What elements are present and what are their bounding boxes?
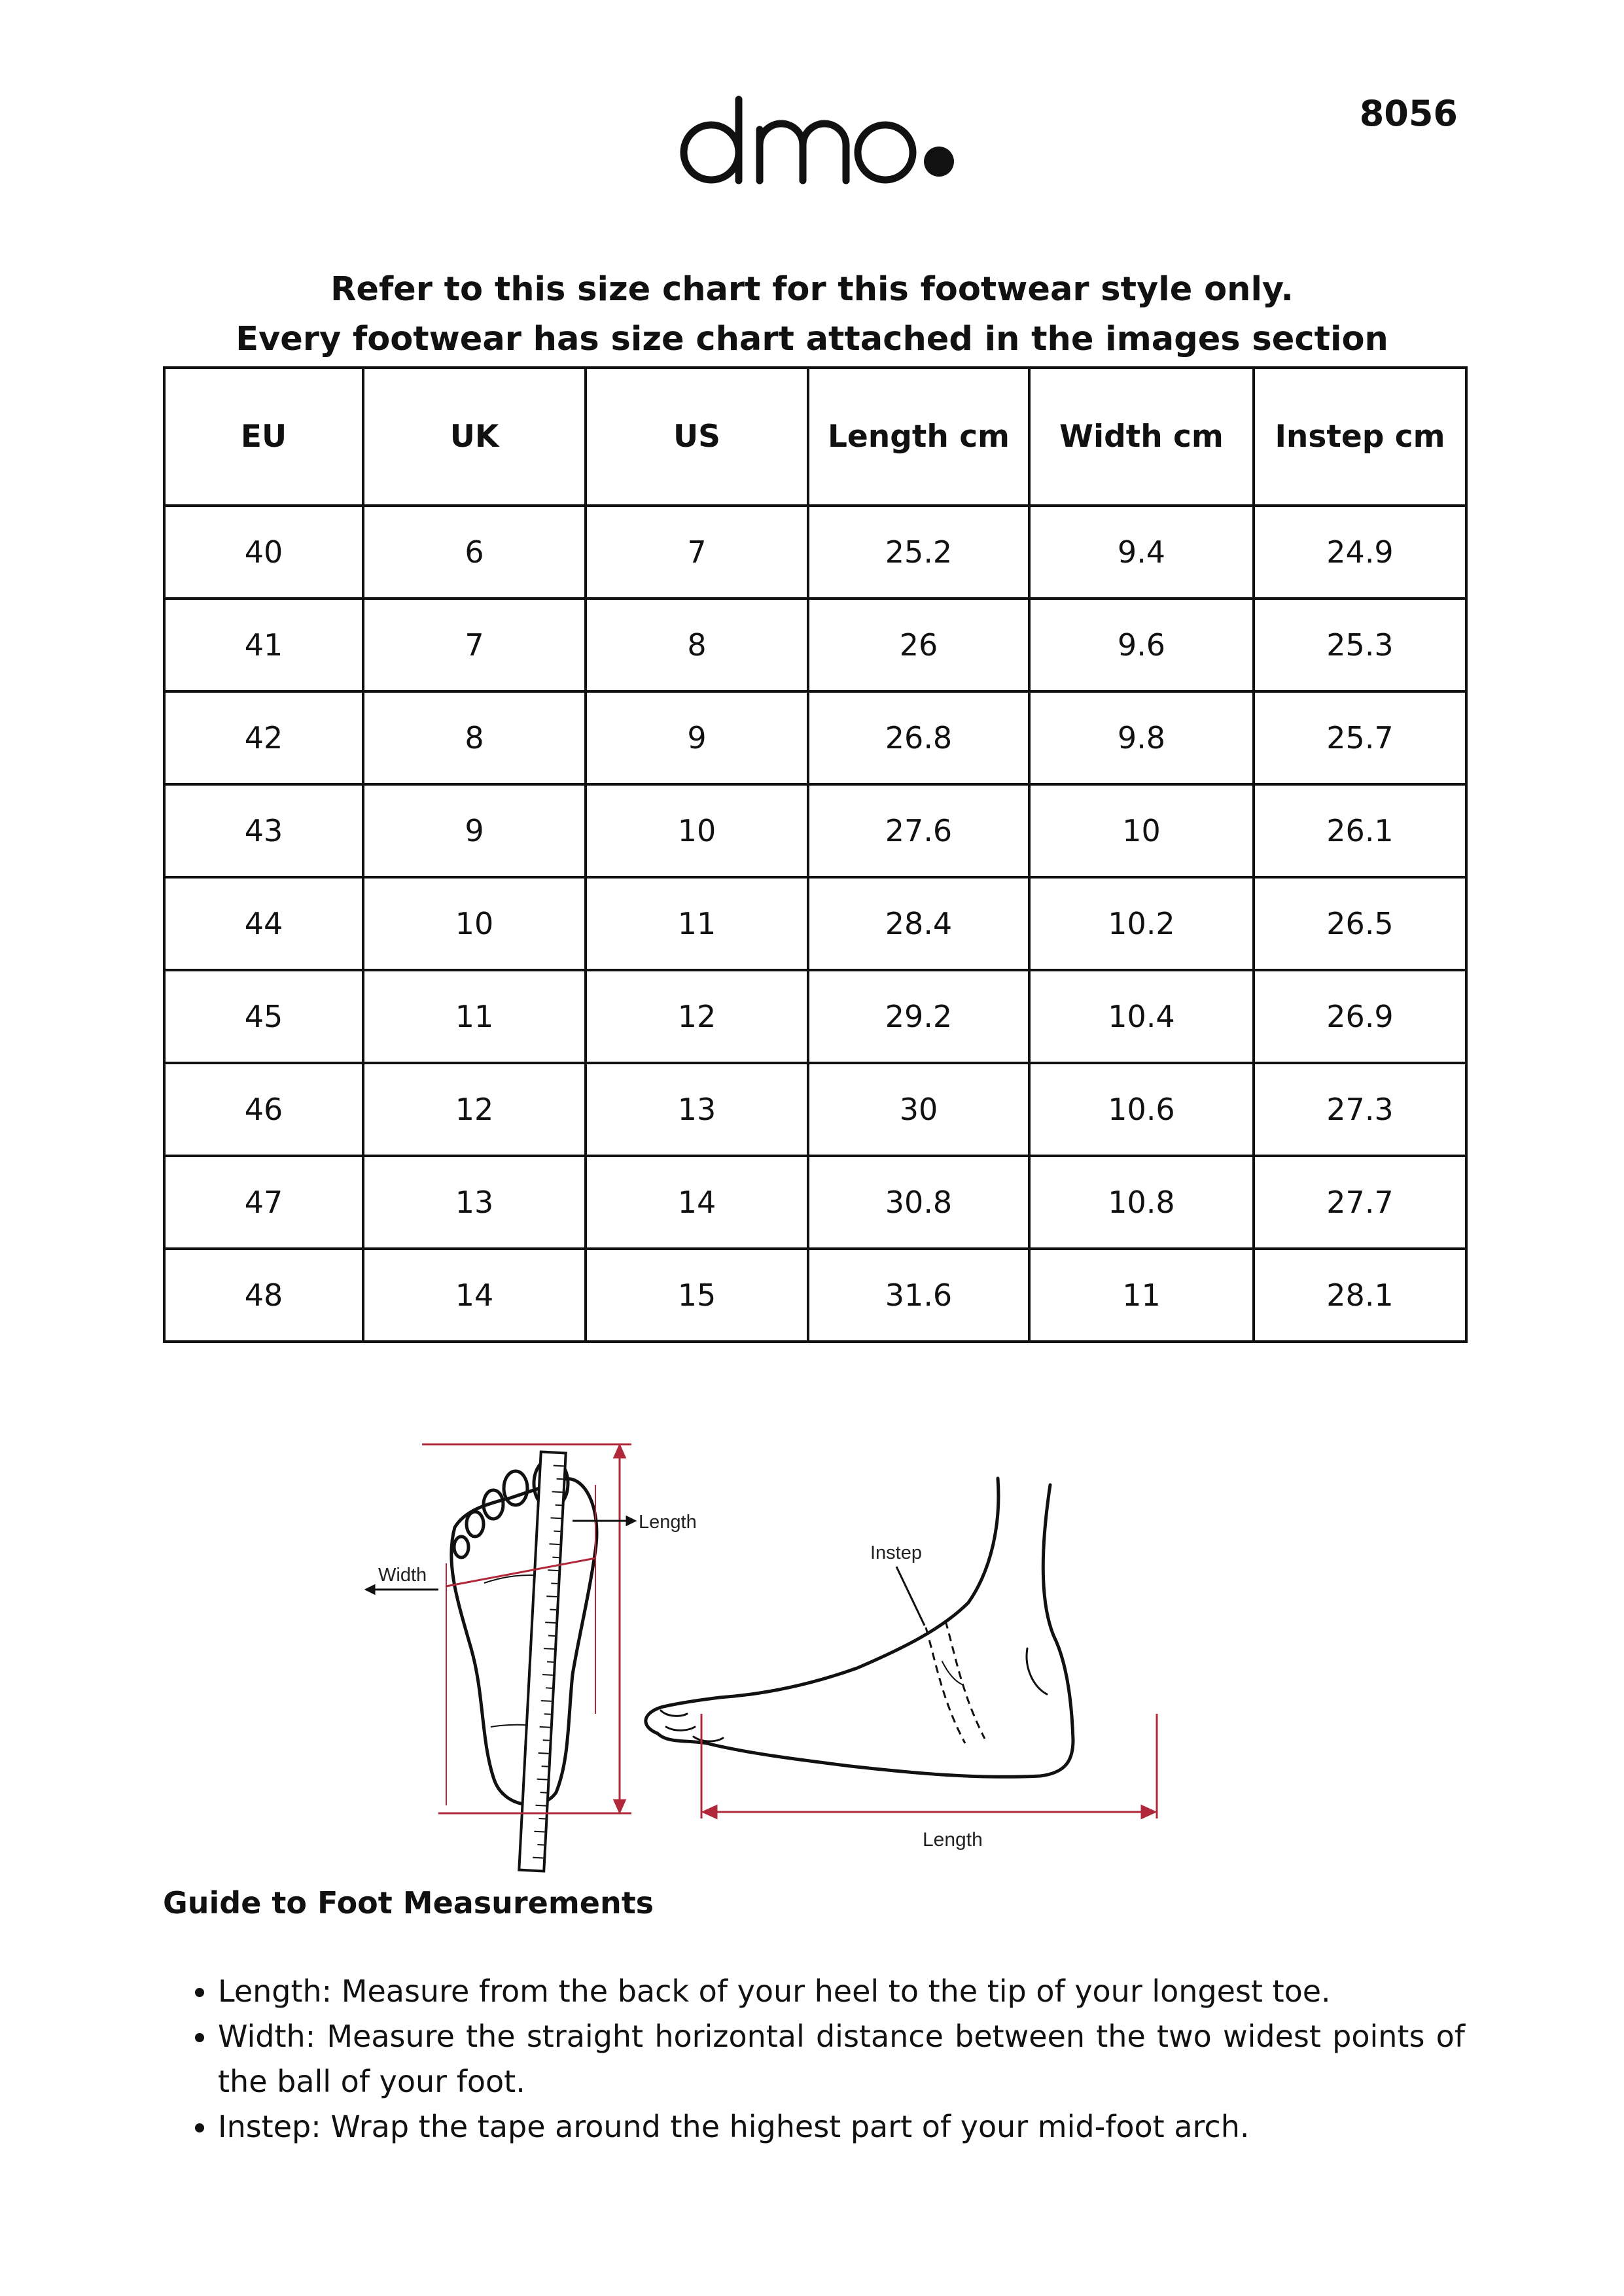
table-row	[164, 506, 1466, 599]
table-row	[164, 1063, 1466, 1156]
header-uk: UK	[363, 368, 586, 506]
cell-uk: 14	[363, 1249, 586, 1342]
cell-length: 30.8	[808, 1156, 1029, 1249]
cell-us: 13	[586, 1063, 808, 1156]
table-row	[164, 691, 1466, 784]
instep-pointer	[896, 1567, 925, 1626]
instep-label: Instep	[870, 1542, 922, 1563]
side-length-label: Length	[923, 1829, 983, 1851]
cell-eu: 40	[164, 506, 363, 599]
cell-eu: 44	[164, 877, 363, 970]
style-code: 8056	[1359, 93, 1458, 134]
list-item: • Length: Measure from the back of your heel to the tip of your longest toe.	[218, 1969, 1465, 2014]
length-pointer	[573, 1517, 635, 1525]
width-pointer	[366, 1586, 438, 1593]
cell-length: 26.8	[808, 691, 1029, 784]
cell-uk: 7	[363, 599, 586, 691]
foot-side-illustration	[646, 1478, 1073, 1777]
cell-instep: 25.3	[1254, 599, 1466, 691]
header-length: Length cm	[808, 368, 1029, 506]
cell-instep: 27.3	[1254, 1063, 1466, 1156]
cell-instep: 24.9	[1254, 506, 1466, 599]
cell-uk: 11	[363, 970, 586, 1063]
cell-width: 10	[1029, 784, 1254, 877]
cell-instep: 27.7	[1254, 1156, 1466, 1249]
width-label: Width	[378, 1565, 427, 1586]
cell-uk: 6	[363, 506, 586, 599]
brand-logo	[674, 92, 955, 196]
cell-length: 27.6	[808, 784, 1029, 877]
cell-length: 25.2	[808, 506, 1029, 599]
list-item: • Instep: Wrap the tape around the highest part of your mid-foot arch.	[218, 2104, 1465, 2149]
cell-us: 10	[586, 784, 808, 877]
size-chart-table	[163, 366, 1468, 1343]
instep-band	[926, 1621, 985, 1743]
guide-title: Guide to Foot Measurements	[163, 1885, 654, 1921]
cell-length: 28.4	[808, 877, 1029, 970]
guide-list	[163, 1969, 1465, 2149]
cell-width: 10.8	[1029, 1156, 1254, 1249]
cell-length: 30	[808, 1063, 1029, 1156]
cell-eu: 48	[164, 1249, 363, 1342]
table-row	[164, 1249, 1466, 1342]
cell-width: 10.6	[1029, 1063, 1254, 1156]
cell-length: 26	[808, 599, 1029, 691]
cell-length: 29.2	[808, 970, 1029, 1063]
cell-eu: 41	[164, 599, 363, 691]
table-header-row	[164, 368, 1466, 506]
list-item: • Width: Measure the straight horizontal distance between the two widest points of the ball of your foot.	[218, 2014, 1465, 2104]
cell-instep: 26.9	[1254, 970, 1466, 1063]
header-instep: Instep cm	[1254, 368, 1466, 506]
cell-instep: 26.1	[1254, 784, 1466, 877]
ruler-illustration	[519, 1452, 565, 1871]
table-row	[164, 1156, 1466, 1249]
cell-uk: 10	[363, 877, 586, 970]
cell-eu: 46	[164, 1063, 363, 1156]
size-chart-intro	[0, 265, 1624, 364]
cell-us: 11	[586, 877, 808, 970]
intro-line-1: Refer to this size chart for this footwear style only.	[330, 270, 1294, 309]
intro-line-2: Every footwear has size chart attached in the images section	[236, 320, 1388, 358]
cell-instep: 28.1	[1254, 1249, 1466, 1342]
cell-uk: 8	[363, 691, 586, 784]
cell-eu: 42	[164, 691, 363, 784]
sole-length-label: Length	[639, 1512, 697, 1533]
header-us: US	[586, 368, 808, 506]
cell-eu: 45	[164, 970, 363, 1063]
cell-length: 31.6	[808, 1249, 1029, 1342]
side-length-measure	[701, 1714, 1157, 1818]
cell-width: 10.2	[1029, 877, 1254, 970]
table-row	[164, 970, 1466, 1063]
cell-us: 8	[586, 599, 808, 691]
cell-width: 9.6	[1029, 599, 1254, 691]
table-row	[164, 784, 1466, 877]
header-width: Width cm	[1029, 368, 1254, 506]
table-row	[164, 877, 1466, 970]
cell-instep: 25.7	[1254, 691, 1466, 784]
foot-measurement-diagram	[353, 1387, 1230, 1877]
cell-width: 9.4	[1029, 506, 1254, 599]
cell-us: 9	[586, 691, 808, 784]
cell-us: 14	[586, 1156, 808, 1249]
cell-us: 7	[586, 506, 808, 599]
cell-width: 9.8	[1029, 691, 1254, 784]
table-row	[164, 599, 1466, 691]
cell-uk: 13	[363, 1156, 586, 1249]
cell-eu: 43	[164, 784, 363, 877]
cell-eu: 47	[164, 1156, 363, 1249]
cell-uk: 9	[363, 784, 586, 877]
cell-instep: 26.5	[1254, 877, 1466, 970]
cell-width: 10.4	[1029, 970, 1254, 1063]
header-eu: EU	[164, 368, 363, 506]
cell-uk: 12	[363, 1063, 586, 1156]
cell-width: 11	[1029, 1249, 1254, 1342]
cell-us: 12	[586, 970, 808, 1063]
cell-us: 15	[586, 1249, 808, 1342]
